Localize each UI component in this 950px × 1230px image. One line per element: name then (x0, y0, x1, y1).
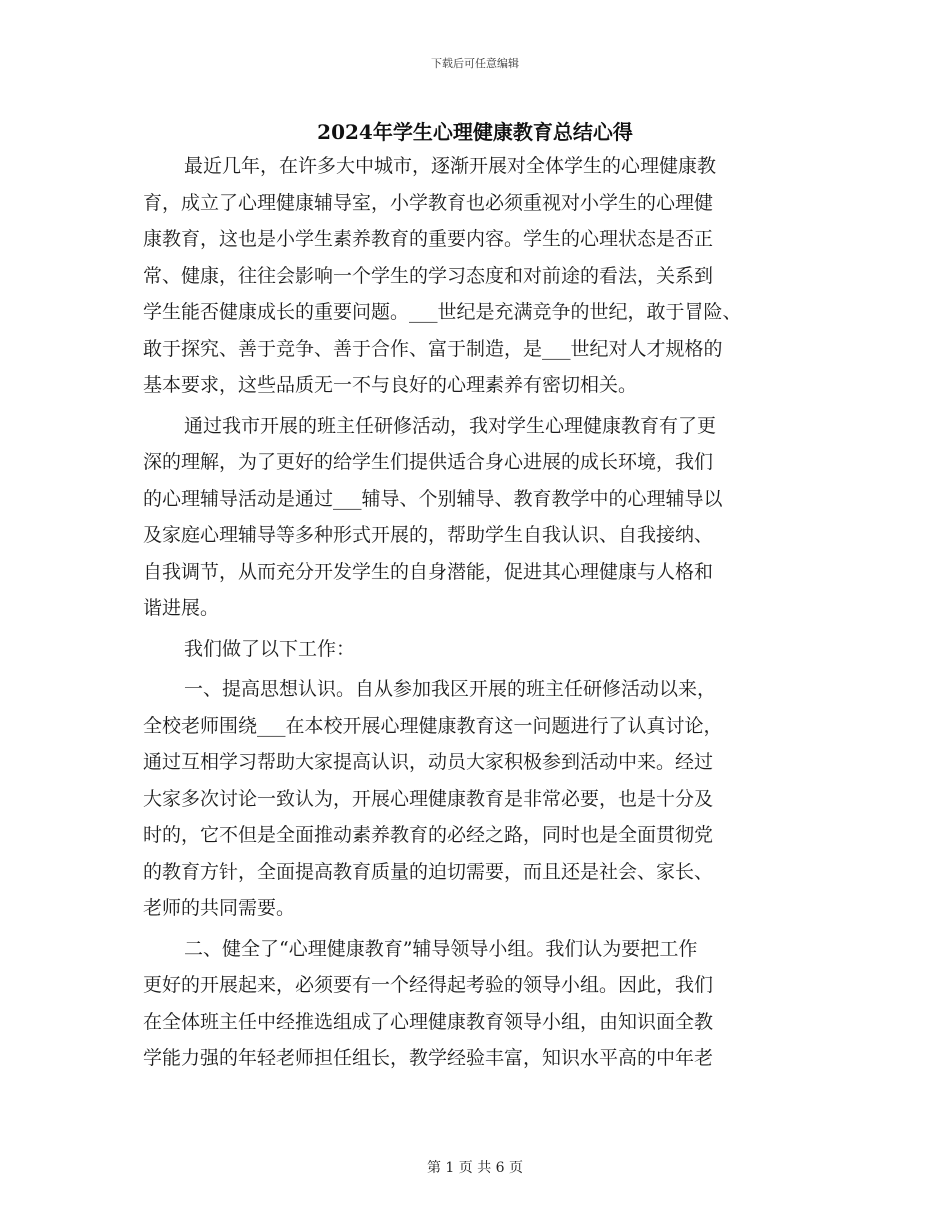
text-line: 一、提高思想认识。自从参加我区开展的班主任研修活动以来， (184, 678, 717, 700)
text-line: 自我调节，从而充分开发学生的自身潜能，促进其心理健康与人格和 (143, 560, 714, 583)
text-line: 常、健康，往往会影响一个学生的学习态度和对前途的看法，关系到 (143, 264, 714, 287)
text-line: 我们做了以下工作： (184, 637, 356, 660)
text-line: 通过互相学习帮助大家提高认识，动员大家积极参到活动中来。经过 (143, 751, 714, 773)
paragraph-2 (143, 408, 823, 627)
text-line: 谐进展。 (143, 597, 220, 619)
text-line: 更好的开展起来，必须要有一个经得起考验的领导小组。因此，我们 (143, 974, 714, 996)
document-body (143, 148, 823, 1077)
paragraph-1 (143, 148, 823, 404)
text-line: 敢于探究、善于竞争、善于合作、富于制造，是___世纪对人才规格的 (143, 337, 723, 360)
text-line: 二、健全了“心理健康教育”辅导领导小组。我们认为要把工作 (184, 937, 698, 960)
paragraph-3 (143, 631, 823, 668)
paragraph-5 (143, 931, 823, 1077)
text-line: 在全体班主任中经推选组成了心理健康教育领导小组，由知识面全教 (143, 1010, 714, 1033)
text-line: 大家多次讨论一致认为，开展心理健康教育是非常必要，也是十分及 (143, 787, 714, 810)
text-line: 学生能否健康成长的重要问题。___世纪是充满竞争的世纪，敢于冒险、 (143, 301, 742, 323)
text-line: 及家庭心理辅导等多种形式开展的，帮助学生自我认识、自我接纳、 (143, 524, 714, 546)
document-title: 2024年学生心理健康教育总结心得 (317, 120, 633, 144)
text-line: 基本要求，这些品质无一不与良好的心理素养有密切相关。 (143, 374, 638, 396)
paragraph-4 (143, 671, 823, 927)
text-line: 的教育方针，全面提高教育质量的迫切需要，而且还是社会、家长、 (143, 860, 714, 883)
text-line: 深的理解，为了更好的给学生们提供适合身心进展的成长环境，我们 (143, 451, 714, 473)
text-line: 康教育，这也是小学生素养教育的重要内容。学生的心理状态是否正 (143, 228, 714, 250)
text-line: 学能力强的年轻老师担任组长，教学经验丰富，知识水平高的中年老 (143, 1047, 714, 1069)
text-line: 时的，它不但是全面推动素养教育的必经之路，同时也是全面贯彻党 (143, 824, 714, 846)
text-line: 老师的共同需要。 (143, 897, 296, 919)
text-line: 最近几年，在许多大中城市，逐渐开展对全体学生的心理健康教 (184, 155, 717, 177)
page-number: 第 1 页 共 6 页 (426, 1160, 524, 1176)
text-line: 通过我市开展的班主任研修活动，我对学生心理健康教育有了更 (184, 414, 717, 437)
text-line: 全校老师围绕___在本校开展心理健康教育这一问题进行了认真讨论， (143, 714, 723, 737)
text-line: 育，成立了心理健康辅导室，小学教育也必须重视对小学生的心理健 (143, 191, 714, 214)
text-line: 的心理辅导活动是通过___辅导、个别辅导、教育教学中的心理辅导以 (143, 487, 723, 510)
header-note: 下载后可任意编辑 (431, 57, 519, 70)
